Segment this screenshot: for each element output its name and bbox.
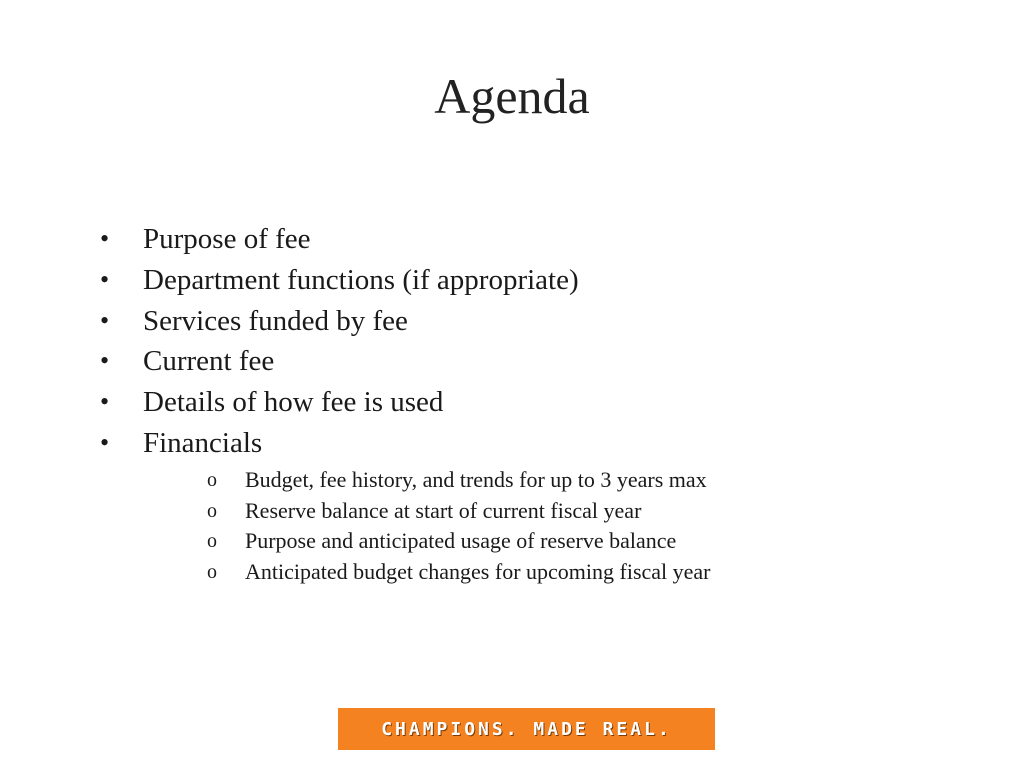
bullet: •	[100, 387, 110, 417]
sub-item-label: Budget, fee history, and trends for up to 3 years max	[245, 466, 707, 492]
agenda-item-label: Department functions (if appropriate)	[143, 263, 579, 296]
agenda-list	[100, 219, 711, 588]
sub-bullet: o	[207, 499, 217, 522]
sub-bullet: o	[207, 561, 217, 584]
agenda-item	[100, 260, 711, 301]
agenda-item	[100, 219, 711, 260]
agenda-item-label: Current fee	[143, 345, 275, 378]
sub-item	[100, 557, 711, 588]
sub-item-label: Purpose and anticipated usage of reserve balance	[245, 528, 677, 554]
bullet: •	[100, 427, 110, 457]
sub-item	[100, 496, 711, 527]
bullet: •	[100, 224, 110, 253]
sub-item	[100, 526, 711, 557]
agenda-item	[100, 301, 711, 342]
agenda-item-financials	[100, 423, 711, 588]
footer-banner	[338, 708, 715, 750]
agenda-item	[100, 341, 711, 382]
bullet: •	[100, 264, 110, 294]
bullet: •	[100, 346, 110, 376]
agenda-item-label: Purpose of fee	[143, 223, 311, 255]
agenda-item-label: Details of how fee is used	[143, 386, 444, 419]
financials-sublist	[143, 465, 711, 588]
footer-banner-text: CHAMPIONS. MADE REAL.	[381, 718, 672, 740]
sub-bullet: o	[207, 530, 217, 553]
agenda-item-label: Services funded by fee	[143, 304, 408, 337]
sub-bullet: o	[207, 468, 217, 491]
slide-title: Agenda	[434, 68, 590, 124]
agenda-item	[100, 382, 711, 423]
agenda-item-label: Financials	[143, 426, 263, 459]
sub-item-label: Reserve balance at start of current fiscal year	[245, 497, 642, 523]
bullet: •	[100, 305, 110, 335]
sub-item	[100, 465, 711, 496]
sub-item-label: Anticipated budget changes for upcoming fiscal year	[245, 559, 711, 585]
